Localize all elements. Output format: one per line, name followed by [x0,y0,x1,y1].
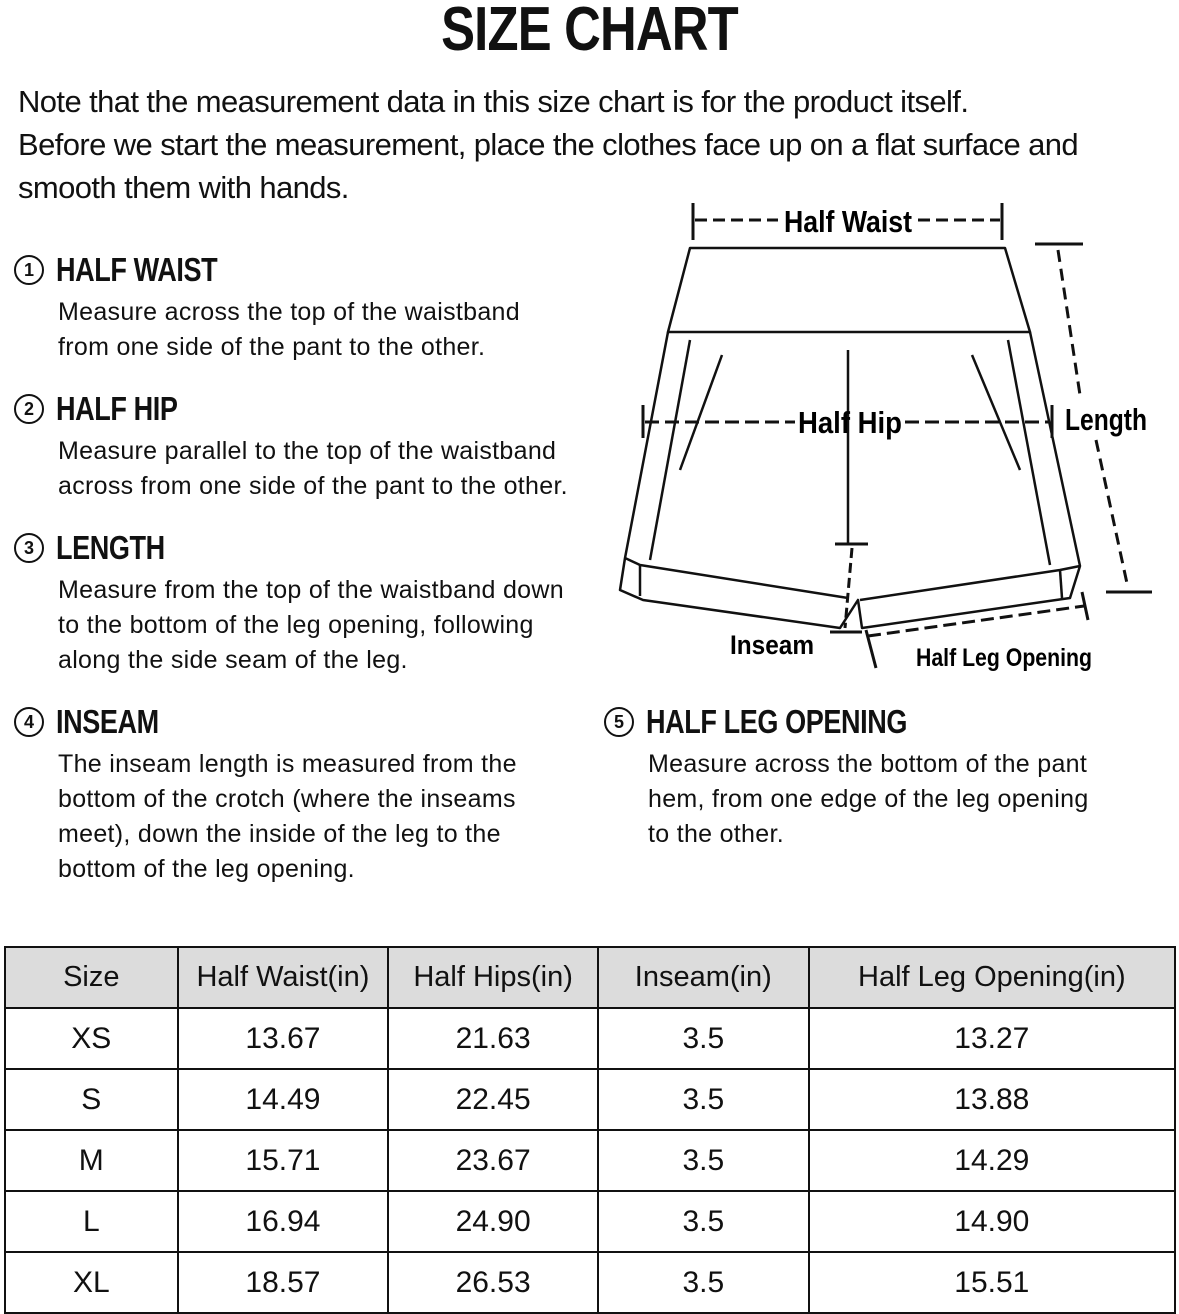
section-line: from one side of the pant to the other. [58,333,486,361]
section-half-leg-opening [604,702,1089,852]
section-line: to the other. [648,820,784,848]
number-badge: 4 [14,707,44,737]
number-badge: 5 [604,707,634,737]
left-hem-line [625,558,848,598]
section-line: across from one side of the pant to the other. [58,472,568,500]
table-cell: 22.45 [388,1069,598,1130]
table-row [5,1191,1175,1252]
section-line: to the bottom of the leg opening, following [58,611,534,639]
table-cell: 3.5 [598,1130,809,1191]
left-pocket-line [680,355,722,470]
number-badge: 3 [14,533,44,563]
table-cell: 21.63 [388,1008,598,1069]
section-line: The inseam length is measured from the [58,750,517,778]
table-header: Inseam(in) [598,947,809,1008]
section-line: hem, from one edge of the leg opening [648,785,1089,813]
table-cell: 26.53 [388,1252,598,1313]
shorts-diagram [600,190,1179,690]
section-title: HALF WAIST [56,251,218,288]
left-side-seam [650,340,690,560]
half-waist-label: Half Waist [784,204,912,239]
table-cell: 14.90 [809,1191,1175,1252]
table-row [5,1069,1175,1130]
half-leg-opening-label: Half Leg Opening [916,644,1092,672]
table-cell: XS [5,1008,178,1069]
section-title: HALF LEG OPENING [646,703,908,740]
table-cell: 3.5 [598,1008,809,1069]
table-cell: 3.5 [598,1191,809,1252]
length-dash-upper [1058,250,1080,395]
table-row [5,1252,1175,1313]
length-label: Length [1065,402,1147,437]
section-length [14,528,564,678]
inseam-label: Inseam [730,630,814,660]
section-line: bottom of the crotch (where the inseams [58,785,516,813]
table-cell: 13.88 [809,1069,1175,1130]
right-side-seam [1008,340,1050,565]
number-badge: 1 [14,255,44,285]
section-half-waist [14,250,520,365]
intro-line: smooth them with hands. [18,170,349,205]
table-cell: 14.49 [178,1069,389,1130]
table-cell: L [5,1191,178,1252]
section-line: Measure parallel to the top of the waistband [58,437,557,465]
waistband-outline [668,248,1030,332]
half-hip-label: Half Hip [798,405,902,440]
table-cell: M [5,1130,178,1191]
section-title: LENGTH [56,529,165,566]
table-cell: 14.29 [809,1130,1175,1191]
table-cell: 3.5 [598,1069,809,1130]
right-hem-line [860,566,1080,600]
table-cell: 3.5 [598,1252,809,1313]
right-hem-fold [1060,570,1062,598]
table-cell: S [5,1069,178,1130]
table-cell: 24.90 [388,1191,598,1252]
table-cell: 16.94 [178,1191,389,1252]
table-row [5,1130,1175,1191]
table-cell: 23.67 [388,1130,598,1191]
table-header: Half Hips(in) [388,947,598,1008]
table-cell: 15.51 [809,1252,1175,1313]
section-line: meet), down the inside of the leg to the [58,820,501,848]
page-title: SIZE CHART [441,0,738,64]
table-header: Half Waist(in) [178,947,389,1008]
table-cell: 13.67 [178,1008,389,1069]
length-dash-lower [1096,440,1128,588]
table-cell: 15.71 [178,1130,389,1191]
table-header: Size [5,947,178,1008]
section-line: Measure across the top of the waistband [58,298,520,326]
section-title: HALF HIP [56,390,178,427]
section-line: Measure from the top of the waistband down [58,576,564,604]
number-badge: 2 [14,394,44,424]
section-inseam [14,702,517,887]
table-cell: XL [5,1252,178,1313]
table-row [5,1008,1175,1069]
section-line: along the side seam of the leg. [58,646,408,674]
size-table [4,946,1176,1314]
table-cell: 13.27 [809,1008,1175,1069]
intro-line: Note that the measurement data in this size chart is for the product itself. [18,84,969,119]
section-line: Measure across the bottom of the pant [648,750,1088,778]
section-line: bottom of the leg opening. [58,855,355,883]
section-half-hip [14,389,568,504]
intro-line: Before we start the measurement, place the clothes face up on a flat surface and [18,127,1079,162]
table-header: Half Leg Opening(in) [809,947,1175,1008]
table-header-row [5,947,1175,1008]
table-cell: 18.57 [178,1252,389,1313]
section-title: INSEAM [56,703,159,740]
